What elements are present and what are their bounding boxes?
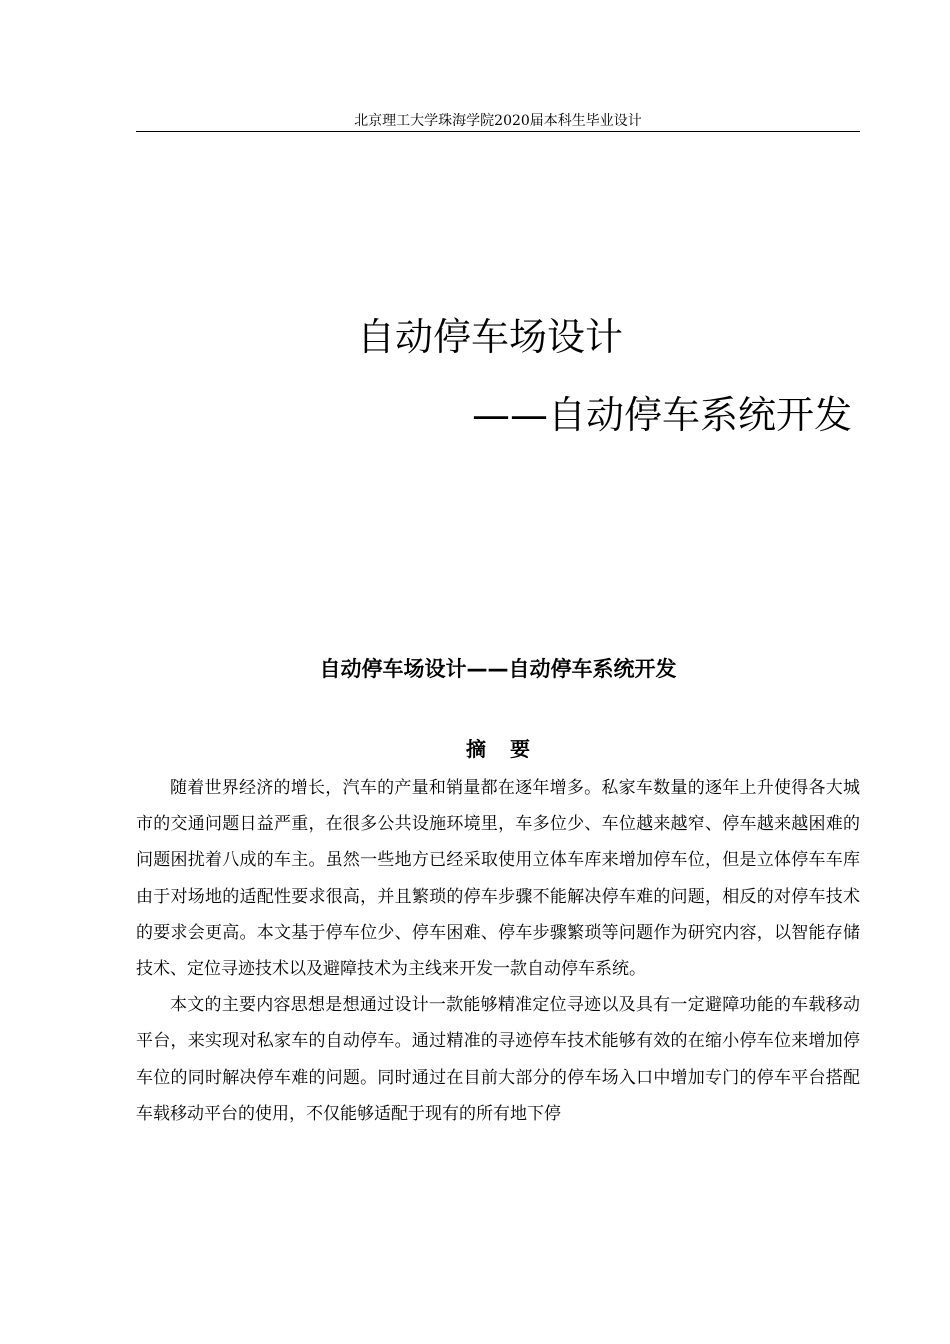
header-rule xyxy=(136,131,860,132)
abstract-paragraph-2: 本文的主要内容思想是想通过设计一款能够精准定位寻迹以及具有一定避障功能的车载移动平台，来实现对私家车的自动停车。通过精准的寻迹停车技术能够有效的在缩小停车位来增加停车位的同时解决停车难的问题。同时通过在目前大部分的停车场入口中增加专门的停车平台搭配车载移动平台的使用，不仅能够适配于现有的所有地下停 xyxy=(136,995,860,1124)
abstract-title: 自动停车场设计——自动停车系统开发 xyxy=(319,657,677,681)
cover-title-main: 自动停车场设计 xyxy=(357,315,624,359)
abstract-body xyxy=(136,770,860,1132)
abstract-paragraph-1: 随着世界经济的增长，汽车的产量和销量都在逐年增多。私家车数量的逐年上升使得各大城市的交通问题日益严重，在很多公共设施环境里，车多位少、车位越来越窄、停车越来越困难的问题困扰着八成的车主。虽然一些地方已经采取使用立体车库来增加停车位，但是立体停车车库由于对场地的适配性要求很高，并且繁琐的停车步骤不能解决停车难的问题，相反的对停车技术的要求会更高。本文基于停车位少、停车困难、停车步骤繁琐等问题作为研究内容，以智能存储技术、定位寻迹技术以及避障技术为主线来开发一款自动停车系统。 xyxy=(136,778,860,980)
abstract-heading: 摘要 xyxy=(466,737,554,761)
cover-title-subtitle: ——自动停车系统开发 xyxy=(472,393,853,437)
running-header: 北京理工大学珠海学院2020届本科生毕业设计 xyxy=(354,113,642,129)
